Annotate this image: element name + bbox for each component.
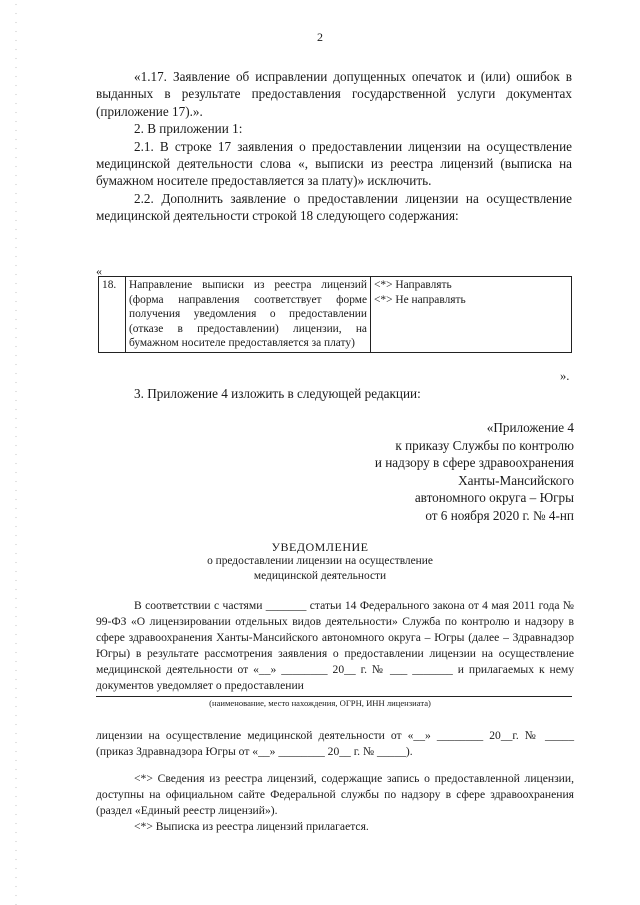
row-number: 18. — [99, 277, 126, 353]
footnotes — [96, 771, 574, 835]
appendix-line: от 6 ноября 2020 г. № 4-нп — [425, 507, 574, 523]
notice-subtitle-line: медицинской деятельности — [253, 570, 387, 582]
paragraph-1-17: «1.17. Заявление об исправлении допущенных опечаток и (или) ошибок в выданных в результате предоставления государственной услуги документах (приложение 17).». — [96, 69, 572, 119]
notice-title: УВЕДОМЛЕНИЕ — [271, 540, 369, 554]
paragraph-2: 2. В приложении 1: — [134, 121, 243, 137]
appendix-line: Ханты-Мансийского — [458, 472, 574, 488]
appendix-line: к приказу Службы по контролю — [395, 437, 574, 453]
appendix-header — [375, 419, 574, 525]
license-details — [96, 728, 574, 760]
license-paragraph: лицензии на осуществление медицинской деятельности от «__» ________ 20__г. № _____ (приказ Здравнадзора Югры от «__» ________ 20__ г. № _____). — [96, 729, 574, 758]
licensee-underline — [96, 696, 572, 697]
application-row-table — [98, 276, 572, 353]
notice-body — [96, 598, 574, 694]
option-send: <*> Направлять — [374, 279, 452, 291]
table-row — [99, 277, 572, 353]
notice-subtitle — [0, 554, 640, 584]
option-not-send: <*> Не направлять — [374, 293, 466, 306]
scan-edge-dots — [14, 0, 18, 905]
item-3 — [96, 385, 572, 402]
footnote-1: <*> Сведения из реестра лицензий, содержащие запись о предоставленной лицензии, доступны на официальном сайте Федеральной службы по надзору в сфере здравоохранения (раздел «Единый реестр лицензий»). — [96, 772, 574, 817]
footnote-2: <*> Выписка из реестра лицензий прилагается. — [134, 820, 369, 833]
amendment-text — [96, 68, 572, 225]
paragraph-2-1: 2.1. В строке 17 заявления о предоставлении лицензии на осуществление медицинской деятельности слова «, выписки из реестра лицензий (выписка на бумажном носителе предоставляется за плату)» исключить. — [96, 138, 572, 189]
licensee-caption: (наименование, место нахождения, ОГРН, ИНН лицензиата) — [209, 698, 431, 708]
notice-subtitle-line: о предоставлении лицензии на осуществление — [207, 555, 433, 567]
appendix-line: «Приложение 4 — [486, 420, 574, 435]
row-description: Направление выписки из реестра лицензий (форма направления соответствует форме получения уведомления о предоставлении (отказе в предоставлении) лицензии, на бумажном носителе предоставляется за плату) — [126, 277, 371, 353]
quote-close: ». — [560, 369, 570, 383]
page-number: 2 — [317, 30, 323, 44]
paragraph-3: 3. Приложение 4 изложить в следующей редакции: — [134, 386, 421, 401]
appendix-line: и надзору в сфере здравоохранения — [374, 455, 574, 471]
appendix-line: автономного округа – Югры — [414, 490, 574, 506]
row-options — [371, 277, 572, 353]
paragraph-2-2: 2.2. Дополнить заявление о предоставлении лицензии на осуществление медицинской деятельности строкой 18 следующего содержания: — [96, 190, 572, 224]
notice-paragraph: В соответствии с частями _______ статьи 14 Федерального закона от 4 мая 2011 года № 99-ФЗ «О лицензировании отдельных видов деятельности» Служба по контролю и надзору в сфере здравоохранения Ханты-Мансийского автономного округа – Югры (далее – Здравнадзор Югры) в результате рассмотрения заявления о предоставлении лицензии на осуществление медицинской деятельности от «__» ________ 20__ г. № ___ _______ и прилагаемых к нему документов уведомляет о предоставлении — [96, 599, 574, 692]
quote-open: « — [96, 264, 102, 278]
